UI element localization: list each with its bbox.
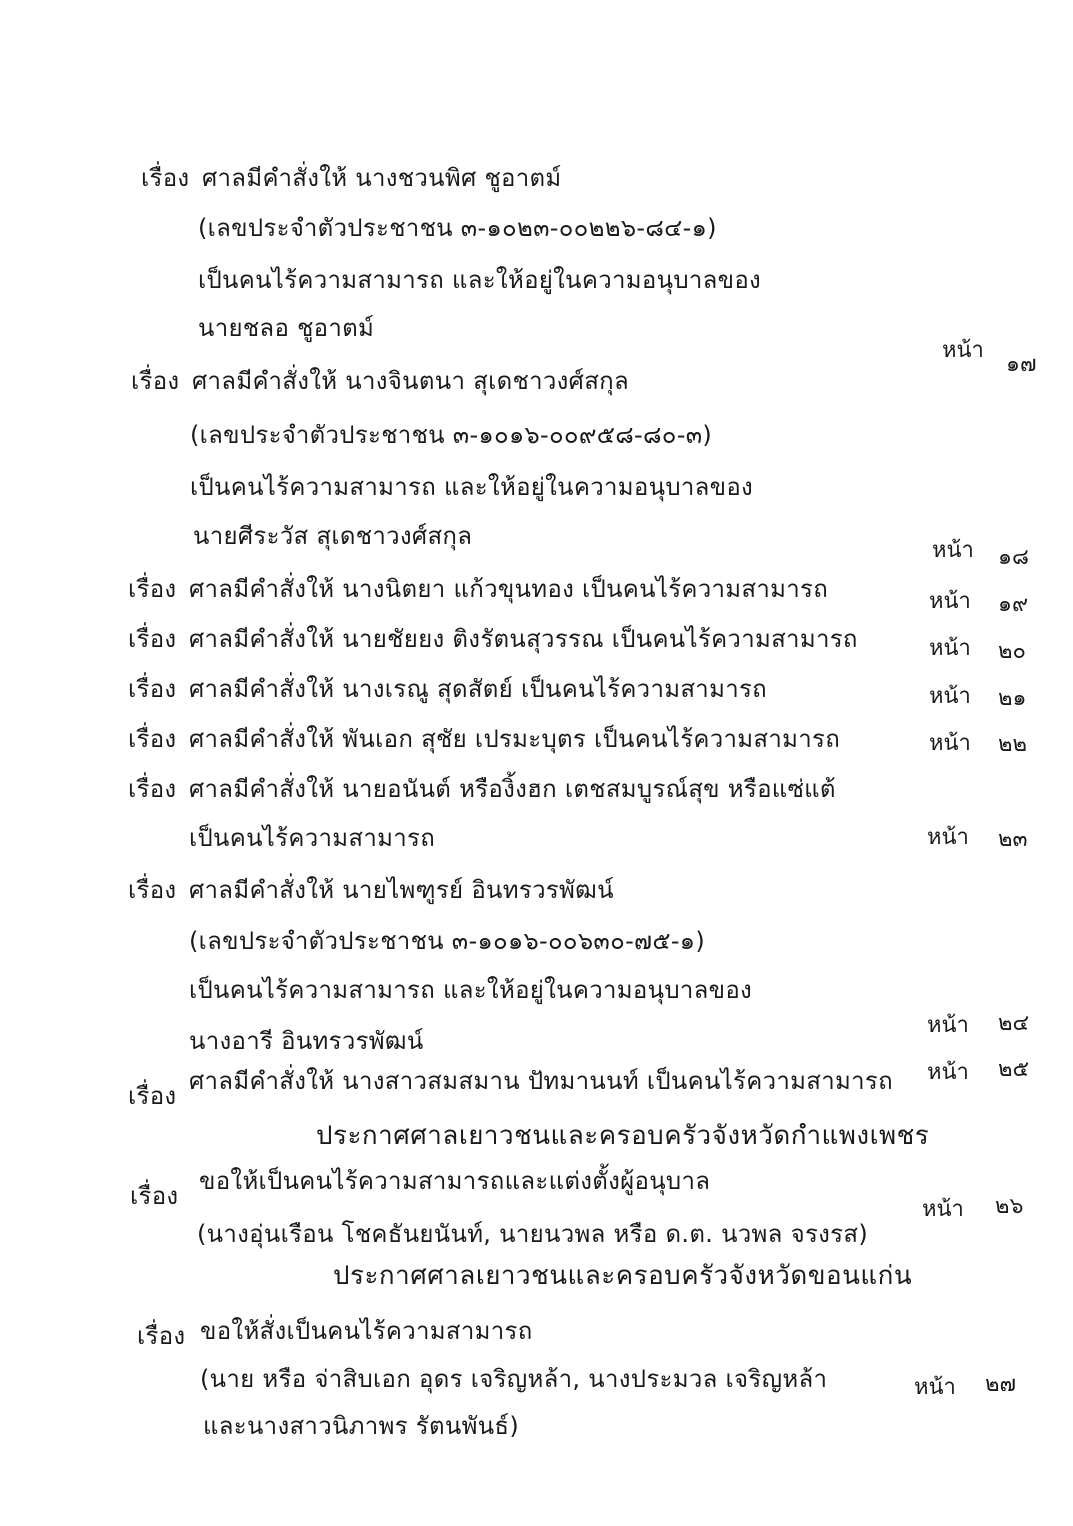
- page-label: หน้า: [927, 1013, 969, 1038]
- entry-line: นายศีระวัส สุเดชาวงศ์สกุล: [193, 522, 473, 550]
- page-number: ๑๗: [1006, 352, 1037, 377]
- entry-keyword: เรื่อง: [128, 876, 177, 904]
- entry-keyword: เรื่อง: [128, 775, 177, 803]
- entry-line: ขอให้สั่งเป็นคนไร้ความสามารถ: [200, 1317, 533, 1345]
- entry-line: ศาลมีคำสั่งให้ นายไพฑูรย์ อินทรวรพัฒน์: [189, 876, 614, 904]
- page-label: หน้า: [932, 538, 974, 563]
- entry-keyword: เรื่อง: [128, 675, 177, 703]
- entry-line: เป็นคนไร้ความสามารถ และให้อยู่ในความอนุบาลของ: [190, 473, 754, 501]
- entry-line: (เลขประจำตัวประชาชน ๓-๑๐๒๓-๐๐๒๒๖-๘๔-๑): [198, 214, 717, 242]
- page-label: หน้า: [942, 338, 984, 363]
- entry-line: ศาลมีคำสั่งให้ พันเอก สุชัย เปรมะบุตร เป็นคนไร้ความสามารถ: [189, 725, 841, 753]
- entry-line: ศาลมีคำสั่งให้ นางชวนพิศ ชูอาตม์: [202, 164, 562, 192]
- entry-line: นายชลอ ชูอาตม์: [198, 314, 375, 342]
- entry-line: ขอให้เป็นคนไร้ความสามารถและแต่งตั้งผู้อนุบาล: [199, 1167, 711, 1195]
- page-label: หน้า: [922, 1197, 964, 1222]
- entry-keyword: เรื่อง: [128, 575, 177, 603]
- entry-line: ศาลมีคำสั่งให้ นางสาวสมสมาน ปัทมานนท์ เป็นคนไร้ความสามารถ: [189, 1067, 893, 1095]
- page-label: หน้า: [929, 684, 971, 709]
- page-number: ๒๖: [995, 1194, 1024, 1219]
- entry-line: ศาลมีคำสั่งให้ นายชัยยง ติงรัตนสุวรรณ เป็นคนไร้ความสามารถ: [189, 625, 858, 653]
- entry-keyword: เรื่อง: [137, 1322, 186, 1350]
- page-label: หน้า: [927, 825, 969, 850]
- entry-keyword: เรื่อง: [130, 1182, 179, 1210]
- page-number: ๒๑: [998, 686, 1027, 711]
- entry-line: ศาลมีคำสั่งให้ นางจินตนา สุเดชาวงศ์สกุล: [192, 367, 629, 395]
- page-label: หน้า: [929, 731, 971, 756]
- entry-line: ศาลมีคำสั่งให้ นางนิตยา แก้วขุนทอง เป็นคนไร้ความสามารถ: [189, 575, 829, 603]
- entry-line: นางอารี อินทรวรพัฒน์: [189, 1027, 424, 1055]
- page-number: ๒๔: [998, 1011, 1030, 1036]
- section-heading: ประกาศศาลเยาวชนและครอบครัวจังหวัดขอนแก่น: [333, 1261, 913, 1291]
- page-number: ๒๐: [998, 639, 1026, 664]
- entry-line: เป็นคนไร้ความสามารถ: [189, 824, 436, 852]
- entry-keyword: เรื่อง: [131, 367, 180, 395]
- entry-line: เป็นคนไร้ความสามารถ และให้อยู่ในความอนุบาลของ: [198, 266, 762, 294]
- entry-line: และนางสาวนิภาพร รัตนพันธ์): [203, 1412, 520, 1440]
- page-number: ๒๓: [998, 827, 1028, 852]
- entry-line: ศาลมีคำสั่งให้ นายอนันต์ หรืองิ้งฮก เตชสมบูรณ์สุข หรือแซ่แต้: [189, 775, 836, 803]
- page-label: หน้า: [914, 1375, 956, 1400]
- entry-keyword: เรื่อง: [128, 1082, 177, 1110]
- entry-line: (เลขประจำตัวประชาชน ๓-๑๐๑๖-๐๐๖๓๐-๗๕-๑): [189, 927, 705, 955]
- page-number: ๒๒: [998, 732, 1028, 757]
- page-number: ๑๘: [998, 545, 1029, 570]
- page-label: หน้า: [927, 1060, 969, 1085]
- page-label: หน้า: [929, 636, 971, 661]
- page-number: ๒๗: [985, 1372, 1017, 1397]
- entry-line: (นาย หรือ จ่าสิบเอก อุดร เจริญหล้า, นางประมวล เจริญหล้า: [200, 1365, 828, 1393]
- entry-keyword: เรื่อง: [128, 725, 177, 753]
- page-label: หน้า: [929, 589, 971, 614]
- entry-line: ศาลมีคำสั่งให้ นางเรณู สุดสัตย์ เป็นคนไร้ความสามารถ: [189, 675, 767, 703]
- entry-keyword: เรื่อง: [128, 625, 177, 653]
- entry-line: เป็นคนไร้ความสามารถ และให้อยู่ในความอนุบาลของ: [189, 976, 753, 1004]
- section-heading: ประกาศศาลเยาวชนและครอบครัวจังหวัดกำแพงเพชร: [316, 1121, 930, 1151]
- entry-keyword: เรื่อง: [141, 164, 190, 192]
- page-number: ๑๙: [998, 592, 1029, 617]
- entry-line: (นางอุ่นเรือน โชคธันยนันท์, นายนวพล หรือ ด.ต. นวพล จรงรส): [197, 1220, 868, 1248]
- page-number: ๒๕: [998, 1057, 1030, 1082]
- entry-line: (เลขประจำตัวประชาชน ๓-๑๐๑๖-๐๐๙๕๘-๘๐-๓): [190, 421, 713, 449]
